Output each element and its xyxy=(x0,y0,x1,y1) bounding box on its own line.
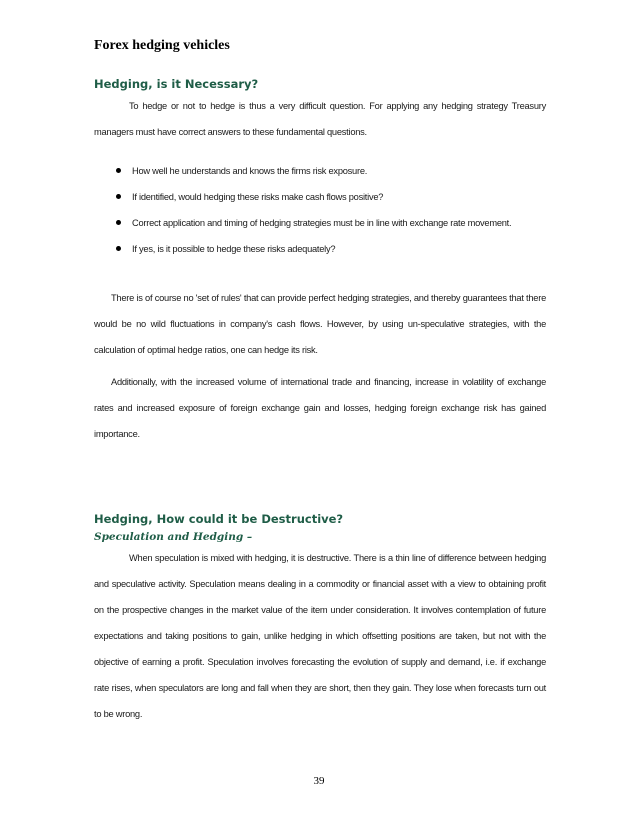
page-title: Forex hedging vehicles xyxy=(94,38,230,53)
section-heading-necessary: Hedging, is it Necessary? xyxy=(94,77,259,91)
list-item xyxy=(116,210,511,236)
subheading-speculation: Speculation and Hedging – xyxy=(94,531,253,543)
speculation-paragraph: When speculation is mixed with hedging, it is destructive. There is a thin line of difference between hedging and speculative activity. Speculation means dealing in a commodity or financial asset with a view to obtaining profit on the prospective changes in the market value of the item under consideration. It involves contemplation of future expectations and taking positions to gain, unlike hedging in which offsetting positions are taken, but not with the objective of earning a profit. Speculation involves forecasting the evolution of supply and demand, i.e. if exchange rate rises, when speculators are long and fall when they are short, then they gain. They lose when forecasts turn out to be wrong. xyxy=(94,553,546,719)
list-item-text: If identified, would hedging these risks make cash flows positive? xyxy=(132,192,384,202)
importance-paragraph: Additionally, with the increased volume of international trade and financing, increase in volatility of exchange rates and increased exposure of foreign exchange gain and losses, hedging foreign exchange risk has gained importance. xyxy=(94,377,546,439)
section-heading-destructive: Hedging, How could it be Destructive? xyxy=(94,512,344,526)
questions-list xyxy=(116,158,511,262)
bullet-icon xyxy=(116,246,121,251)
list-item xyxy=(116,184,511,210)
list-item-text: Correct application and timing of hedging strategies must be in line with exchange rate movement. xyxy=(132,218,512,228)
page-number: 39 xyxy=(313,775,325,787)
intro-paragraph: To hedge or not to hedge is thus a very difficult question. For applying any hedging strategy Treasury managers must have correct answers to these fundamental questions. xyxy=(94,101,546,137)
rules-paragraph: There is of course no 'set of rules' that can provide perfect hedging strategies, and thereby guarantees that there would be no wild fluctuations in company's cash flows. However, by using un-speculative strategies, with the calculation of optimal hedge ratios, one can hedge its risk. xyxy=(94,293,546,355)
list-item xyxy=(116,236,511,262)
bullet-icon xyxy=(116,194,121,199)
bullet-icon xyxy=(116,168,121,173)
list-item xyxy=(116,158,511,184)
list-item-text: If yes, is it possible to hedge these risks adequately? xyxy=(132,244,336,254)
list-item-text: How well he understands and knows the firms risk exposure. xyxy=(132,166,368,176)
bullet-icon xyxy=(116,220,121,225)
